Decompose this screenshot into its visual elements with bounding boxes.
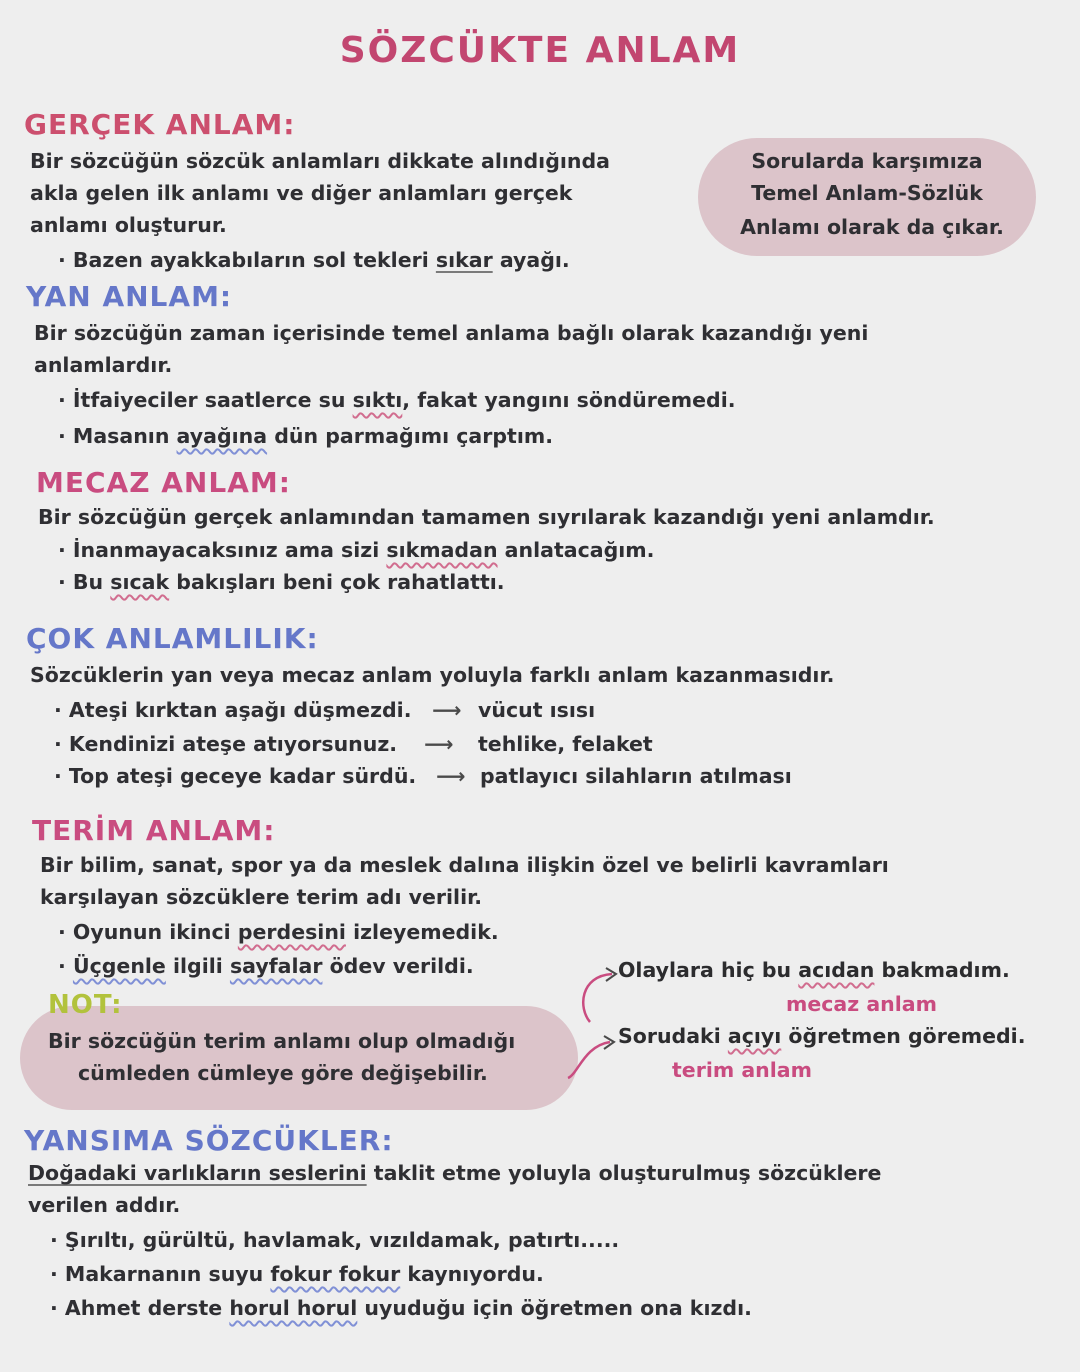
gercek-text-1: Bir sözcüğün sözcük anlamları dikkate alındığında [30, 149, 611, 173]
cok-meaning-3: patlayıcı silahların atılması [480, 764, 792, 788]
heading-mecaz-anlam: MECAZ ANLAM: [36, 466, 291, 499]
highlighted-word: Üçgenle [72, 954, 166, 978]
example-text: · Ahmet derste [50, 1296, 230, 1320]
example-text: · Oyunun ikinci [58, 920, 238, 944]
example-text: anlatacağım. [497, 538, 655, 562]
example-text: · İnanmayacaksınız ama sizi [58, 538, 387, 562]
example-text: kaynıyordu. [400, 1262, 544, 1286]
yan-text-1: Bir sözcüğün zaman içerisinde temel anlama bağlı olarak kazandığı yeni [34, 321, 869, 345]
example-text: Sorudaki [618, 1024, 728, 1048]
mecaz-text-1: Bir sözcüğün gerçek anlamından tamamen sıyrılarak kazandığı yeni anlamdır. [38, 505, 935, 529]
arrow-right-icon: ⟶ [436, 764, 466, 788]
highlighted-word: sıcak [110, 570, 170, 594]
yan-example-2 [58, 420, 553, 452]
side-example-1 [618, 958, 1010, 982]
note-line-1: Bir sözcüğün terim anlamı olup olmadığı [48, 1029, 516, 1053]
yansima-text-2: verilen addır. [28, 1193, 181, 1217]
cok-example-3: · Top ateşi geceye kadar sürdü. [54, 764, 417, 788]
page-title: SÖZCÜKTE ANLAM [339, 30, 741, 71]
mecaz-example-2 [58, 566, 505, 598]
heading-yan-anlam: YAN ANLAM: [26, 280, 233, 313]
cok-text-1: Sözcüklerin yan veya mecaz anlam yoluyla farklı anlam kazanmasıdır. [30, 663, 835, 687]
yan-example-1 [58, 384, 736, 416]
highlighted-word: sıkmadan [386, 538, 498, 562]
side-label-mecaz: mecaz anlam [786, 992, 937, 1016]
example-text: bakışları beni çok rahatlattı. [169, 570, 505, 594]
terim-text-1: Bir bilim, sanat, spor ya da meslek dalına ilişkin özel ve belirli kavramları [40, 853, 889, 877]
example-text: · Bu [58, 570, 111, 594]
highlighted-word: açıyı [727, 1024, 782, 1048]
example-text: · [58, 954, 73, 978]
terim-example-2 [58, 950, 474, 982]
curved-arrow-icon [560, 962, 620, 1092]
callout-line-3: Anlamı olarak da çıkar. [740, 215, 1004, 239]
gercek-text-2: akla gelen ilk anlamı ve diğer anlamları gerçek [30, 181, 573, 205]
yan-text-2: anlamlardır. [34, 353, 173, 377]
cok-example-1: · Ateşi kırktan aşağı düşmezdi. [54, 698, 412, 722]
cok-meaning-2: tehlike, felaket [478, 732, 653, 756]
arrow-right-icon: ⟶ [424, 732, 454, 756]
highlighted-word: fokur fokur [270, 1262, 401, 1286]
example-text: izleyemedik. [345, 920, 499, 944]
heading-cok-anlamlilik: ÇOK ANLAMLILIK: [26, 622, 319, 655]
yansima-example-2 [50, 1258, 544, 1290]
gercek-text-3: anlamı oluşturur. [30, 213, 227, 237]
heading-terim-anlam: TERİM ANLAM: [32, 814, 276, 847]
heading-yansima-sozcukler: YANSIMA SÖZCÜKLER: [24, 1124, 394, 1157]
highlighted-phrase: Doğadaki varlıkların seslerini [28, 1161, 367, 1185]
terim-example-1 [58, 916, 499, 948]
example-text: bakmadım. [874, 958, 1010, 982]
highlighted-word: sıkar [435, 248, 493, 272]
side-example-2 [618, 1024, 1026, 1048]
yansima-text-1 [28, 1156, 881, 1190]
arrow-right-icon: ⟶ [432, 698, 462, 722]
example-text: · Masanın [58, 424, 177, 448]
example-text: , fakat yangını söndüremedi. [402, 388, 736, 412]
cok-meaning-1: vücut ısısı [478, 698, 596, 722]
highlighted-word: acıdan [798, 958, 875, 982]
terim-text-2: karşılayan sözcüklere terim adı verilir. [40, 885, 483, 909]
highlighted-word: horul horul [229, 1296, 358, 1320]
callout-line-1: Sorularda karşımıza [751, 149, 983, 173]
side-label-terim: terim anlam [672, 1058, 812, 1082]
example-text: öğretmen göremedi. [781, 1024, 1026, 1048]
highlighted-word: sayfalar [229, 954, 323, 978]
highlighted-word: ayağına [176, 424, 268, 448]
gercek-example-1 [58, 244, 570, 276]
example-text: ayağı. [492, 248, 570, 272]
callout-line-2: Temel Anlam-Sözlük [751, 181, 983, 205]
example-text: taklit etme yoluyla oluşturulmuş sözcüklere [366, 1161, 882, 1185]
note-line-2: cümleden cümleye göre değişebilir. [78, 1061, 488, 1085]
example-text: ilgili [165, 954, 230, 978]
example-text: uyuduğu için öğretmen ona kızdı. [357, 1296, 752, 1320]
highlighted-word: sıktı [352, 388, 403, 412]
example-text: · Bazen ayakkabıların sol tekleri [58, 248, 436, 272]
note-heading: NOT: [48, 990, 123, 1020]
example-text: dün parmağımı çarptım. [267, 424, 553, 448]
example-text: · Makarnanın suyu [50, 1262, 271, 1286]
yansima-example-1: · Şırıltı, gürültü, havlamak, vızıldamak, patırtı..... [50, 1228, 620, 1252]
highlighted-word: perdesini [237, 920, 346, 944]
example-text: ödev verildi. [322, 954, 474, 978]
example-text: · İtfaiyeciler saatlerce su [58, 388, 353, 412]
cok-example-2: · Kendinizi ateşe atıyorsunuz. [54, 732, 398, 756]
heading-gercek-anlam: GERÇEK ANLAM: [24, 108, 296, 141]
mecaz-example-1 [58, 534, 654, 566]
example-text: Olaylara hiç bu [618, 958, 799, 982]
yansima-example-3 [50, 1292, 752, 1324]
